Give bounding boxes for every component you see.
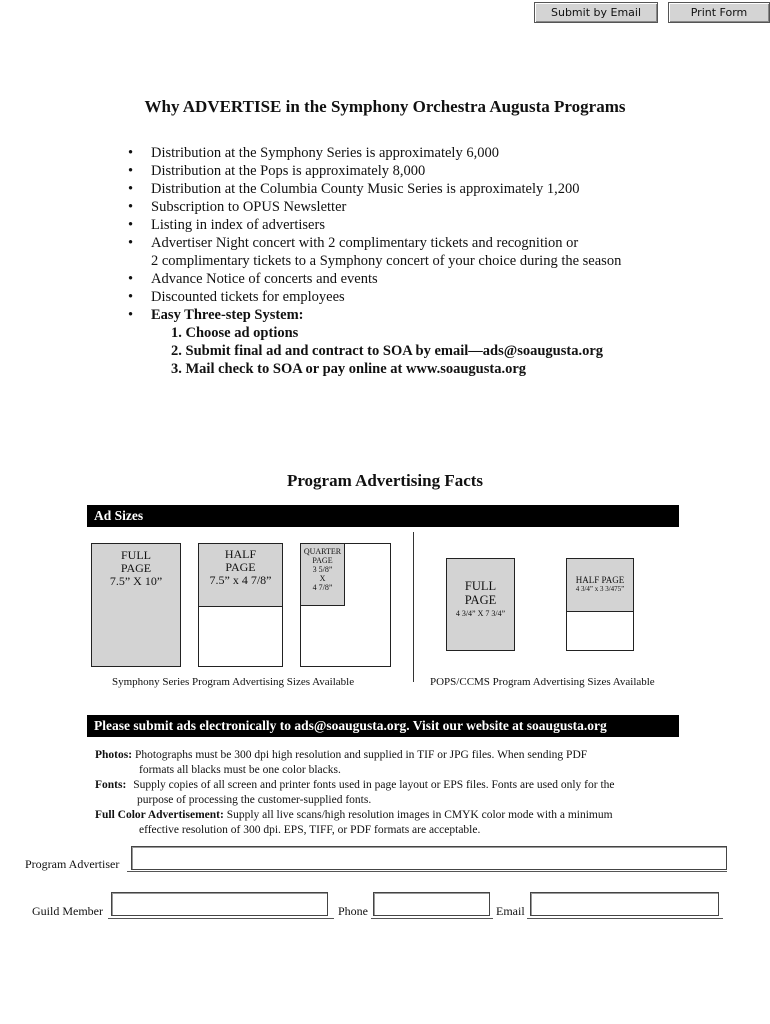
spec-text: Supply all live scans/high resolution images in CMYK color mode with a minimum — [226, 809, 613, 821]
email-label: Email — [496, 904, 525, 918]
submit-by-email-button[interactable]: Submit by Email — [534, 2, 658, 23]
quarter-page-shaded — [301, 544, 345, 606]
specs-section — [95, 748, 685, 838]
ad-label: FULL — [121, 548, 151, 562]
spec-text: Photographs must be 300 dpi high resolution and supplied in TIF or JPG files. When sending PDF — [134, 749, 588, 761]
list-item: • Distribution at the Pops is approximately 8,000 — [128, 162, 621, 180]
ad-label: PAGE — [464, 593, 497, 607]
half-page-shaded — [567, 559, 633, 612]
program-advertiser-label: Program Advertiser — [25, 857, 120, 871]
list-item: • Discounted tickets for employees — [128, 288, 621, 306]
column-divider — [413, 532, 414, 682]
ad-label: FULL — [464, 579, 497, 593]
underline — [371, 918, 493, 919]
underline — [108, 918, 334, 919]
list-item — [128, 306, 621, 378]
ad-label: PAGE — [225, 560, 256, 574]
spec-text: purpose of processing the customer-supplied fonts. — [137, 794, 372, 806]
symphony-half-page-ad — [198, 543, 283, 667]
spec-text: formats all blacks must be one color blacks. — [139, 764, 341, 776]
ad-size: 4 7/8” — [312, 583, 333, 592]
program-advertiser-input[interactable] — [131, 846, 727, 870]
list-item: • Distribution at the Symphony Series is approximately 6,000 — [128, 144, 621, 162]
phone-input[interactable] — [373, 892, 490, 916]
submit-header: Please submit ads electronically to ads@soaugusta.org. Visit our website at soaugusta.org — [87, 715, 679, 737]
spec-text: effective resolution of 300 dpi. EPS, TIFF, or PDF formats are acceptable. — [139, 824, 481, 836]
list-item: • Subscription to OPUS Newsletter — [128, 198, 621, 216]
ad-sizes-header: Ad Sizes — [87, 505, 679, 527]
underline — [527, 918, 723, 919]
guild-member-input[interactable] — [111, 892, 328, 916]
section-title: Program Advertising Facts — [286, 471, 484, 490]
pops-caption: POPS/CCMS Program Advertising Sizes Available — [430, 676, 655, 688]
step-item: 2. Submit final ad and contract to SOA by email—ads@soaugusta.org — [171, 343, 604, 359]
ad-label: HALF — [224, 547, 257, 561]
spec-label: Full Color Advertisement: — [95, 809, 224, 821]
ad-size: 4 3/4” x 3 3/475” — [575, 585, 625, 593]
symphony-full-page-ad — [91, 543, 181, 667]
guild-member-label: Guild Member — [32, 904, 103, 918]
benefits-list — [128, 144, 621, 378]
page-title: Why ADVERTISE in the Symphony Orchestra Augusta Programs — [144, 97, 626, 116]
email-input[interactable] — [530, 892, 719, 916]
ad-size: 7.5” X 10” — [109, 574, 163, 588]
pops-full-page-ad — [446, 558, 515, 651]
phone-label: Phone — [338, 904, 368, 918]
step-item: 1. Choose ad options — [171, 325, 299, 341]
underline — [127, 871, 727, 872]
ad-size: 7.5” x 4 7/8” — [209, 573, 272, 587]
ad-label: QUARTER — [303, 547, 342, 556]
spec-label: Photos: — [95, 749, 133, 761]
ad-label: PAGE — [312, 556, 333, 565]
ad-size: X — [319, 574, 326, 583]
half-page-shaded — [199, 544, 282, 607]
spec-text: Supply copies of all screen and printer fonts used in page layout or EPS files. Fonts are used only for the — [133, 779, 615, 791]
spec-label: Fonts: — [95, 779, 127, 791]
ad-size: 3 5/8” — [312, 565, 333, 574]
pops-half-page-ad — [566, 558, 634, 651]
list-item: • Advance Notice of concerts and events — [128, 270, 621, 288]
print-form-button[interactable]: Print Form — [668, 2, 770, 23]
ad-label: PAGE — [120, 561, 152, 575]
symphony-caption: Symphony Series Program Advertising Sizes Available — [112, 676, 355, 688]
steps-list — [151, 324, 621, 378]
list-item-text: Advertiser Night concert with 2 complimentary tickets and recognition or — [151, 235, 579, 251]
ad-label: HALF PAGE — [575, 575, 625, 585]
ad-size: 4 3/4” X 7 3/4” — [455, 609, 506, 618]
list-item: • Listing in index of advertisers — [128, 216, 621, 234]
list-item — [128, 234, 621, 270]
symphony-quarter-page-ad — [300, 543, 391, 667]
list-item-text: 2 complimentary tickets to a Symphony concert of your choice during the season — [151, 253, 622, 269]
list-item: • Distribution at the Columbia County Music Series is approximately 1,200 — [128, 180, 621, 198]
list-item-text: Easy Three-step System: — [151, 307, 304, 323]
step-item: 3. Mail check to SOA or pay online at www.soaugusta.org — [171, 361, 527, 377]
